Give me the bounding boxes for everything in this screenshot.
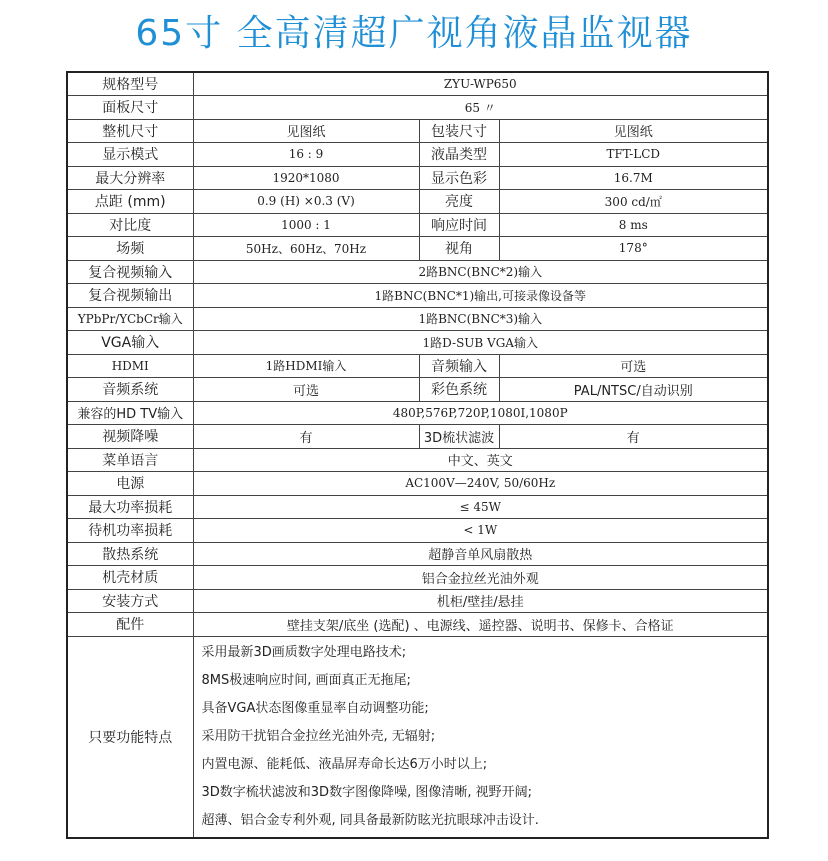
table-row (67, 448, 768, 472)
feature-line: 具备VGA状态图像重显率自动调整功能; (201, 700, 429, 716)
table-row (67, 354, 768, 378)
row-label-panel: 面板尺寸 (67, 96, 193, 120)
row-value-cooling: 超静音单风扇散热 (193, 542, 768, 566)
row-value-panel: 65 〃 (193, 96, 768, 120)
table-row (67, 143, 768, 167)
row-value-mount: 机柜/壁挂/悬挂 (193, 589, 768, 613)
row-label-denoise: 视频降噪 (67, 425, 193, 449)
row-value-color-system: PAL/NTSC/自动识别 (499, 378, 768, 402)
feature-line: 超薄、铝合金专利外观, 同具备最新防眩光抗眼球冲击设计. (201, 812, 539, 828)
row-value-cvbs-out: 1路BNC(BNC*1)输出,可接录像设备等 (193, 284, 768, 308)
spec-table (66, 71, 769, 839)
row-label-accessories: 配件 (67, 613, 193, 637)
row-label-model: 规格型号 (67, 72, 193, 96)
row-value-response: 8 ms (499, 213, 768, 237)
table-row (67, 331, 768, 355)
table-row (67, 119, 768, 143)
table-row (67, 425, 768, 449)
row-label-cooling: 散热系统 (67, 542, 193, 566)
table-row (67, 636, 768, 838)
row-label-vga: VGA输入 (67, 331, 193, 355)
row-value-hdmi: 1路HDMI输入 (193, 354, 419, 378)
row-value-standby: < 1W (193, 519, 768, 543)
row-label-resolution: 最大分辨率 (67, 166, 193, 190)
row-label-colors: 显示色彩 (419, 166, 499, 190)
row-value-hdtv: 480P,576P,720P,1080I,1080P (193, 401, 768, 425)
row-value-lcd-type: TFT-LCD (499, 143, 768, 167)
row-label-size: 整机尺寸 (67, 119, 193, 143)
feature-line: 采用最新3D画质数字处理电路技术; (201, 644, 407, 660)
table-row (67, 472, 768, 496)
table-row (67, 542, 768, 566)
table-row (67, 589, 768, 613)
row-value-cvbs-in: 2路BNC(BNC*2)输入 (193, 260, 768, 284)
table-row (67, 307, 768, 331)
row-label-package-size: 包装尺寸 (419, 119, 499, 143)
row-label-case: 机壳材质 (67, 566, 193, 590)
row-value-case: 铝合金拉丝光油外观 (193, 566, 768, 590)
row-value-menu: 中文、英文 (193, 448, 768, 472)
table-row (67, 166, 768, 190)
row-value-contrast: 1000 : 1 (193, 213, 419, 237)
table-row (67, 260, 768, 284)
row-label-standby: 待机功率损耗 (67, 519, 193, 543)
row-label-pitch: 点距 (mm) (67, 190, 193, 214)
row-label-cvbs-in: 复合视频输入 (67, 260, 193, 284)
row-label-response: 响应时间 (419, 213, 499, 237)
row-value-pitch: 0.9 (H) ×0.3 (V) (193, 190, 419, 214)
row-value-max-power: ≤ 45W (193, 495, 768, 519)
row-value-accessories: 壁挂支架/底坐 (选配) 、电源线、遥控器、说明书、保修卡、合格证 (193, 613, 768, 637)
feature-line: 3D数字梳状滤波和3D数字图像降噪, 图像清晰, 视野开阔; (201, 784, 532, 800)
row-value-size: 见图纸 (193, 119, 419, 143)
row-value-vga: 1路D-SUB VGA输入 (193, 331, 768, 355)
row-value-colors: 16.7M (499, 166, 768, 190)
row-value-audio-input: 可选 (499, 354, 768, 378)
row-label-menu: 菜单语言 (67, 448, 193, 472)
feature-line: 8MS极速响应时间, 画面真正无拖尾; (201, 672, 411, 688)
row-label-hdmi: HDMI (67, 354, 193, 378)
row-value-ypbpr: 1路BNC(BNC*3)输入 (193, 307, 768, 331)
table-row (67, 213, 768, 237)
row-label-cvbs-out: 复合视频输出 (67, 284, 193, 308)
row-label-lcd-type: 液晶类型 (419, 143, 499, 167)
feature-line: 采用防干扰铝合金拉丝光油外壳, 无辐射; (201, 728, 436, 744)
table-row (67, 401, 768, 425)
table-row (67, 378, 768, 402)
row-value-frequency: 50Hz、60Hz、70Hz (193, 237, 419, 261)
row-label-ypbpr: YPbPr/YCbCr输入 (67, 307, 193, 331)
page-title: 65寸 全高清超广视角液晶监视器 (135, 13, 693, 54)
features-cell (193, 636, 768, 838)
table-row (67, 96, 768, 120)
row-label-color-system: 彩色系统 (419, 378, 499, 402)
table-row (67, 519, 768, 543)
row-label-viewing-angle: 视角 (419, 237, 499, 261)
table-row (67, 566, 768, 590)
row-label-features: 只要功能特点 (67, 636, 193, 838)
table-row (67, 284, 768, 308)
row-label-comb-filter: 3D梳状滤波 (419, 425, 499, 449)
row-label-frequency: 场频 (67, 237, 193, 261)
row-label-max-power: 最大功率损耗 (67, 495, 193, 519)
feature-line: 内置电源、能耗低、液晶屏寿命长达6万小时以上; (201, 756, 488, 772)
table-row (67, 190, 768, 214)
row-label-power: 电源 (67, 472, 193, 496)
table-row (67, 495, 768, 519)
row-value-resolution: 1920*1080 (193, 166, 419, 190)
row-label-display-mode: 显示模式 (67, 143, 193, 167)
row-value-package-size: 见图纸 (499, 119, 768, 143)
row-value-model: ZYU-WP650 (193, 72, 768, 96)
row-label-hdtv: 兼容的HD TV输入 (67, 401, 193, 425)
table-row (67, 237, 768, 261)
row-value-audio-system: 可选 (193, 378, 419, 402)
row-label-audio-system: 音频系统 (67, 378, 193, 402)
row-value-display-mode: 16 : 9 (193, 143, 419, 167)
row-value-brightness: 300 cd/㎡ (499, 190, 768, 214)
row-value-comb-filter: 有 (499, 425, 768, 449)
table-row (67, 613, 768, 637)
row-label-mount: 安装方式 (67, 589, 193, 613)
row-value-power: AC100V—240V, 50/60Hz (193, 472, 768, 496)
row-value-viewing-angle: 178° (499, 237, 768, 261)
row-label-audio-input: 音频输入 (419, 354, 499, 378)
row-label-contrast: 对比度 (67, 213, 193, 237)
table-row (67, 72, 768, 96)
row-value-denoise: 有 (193, 425, 419, 449)
row-label-brightness: 亮度 (419, 190, 499, 214)
